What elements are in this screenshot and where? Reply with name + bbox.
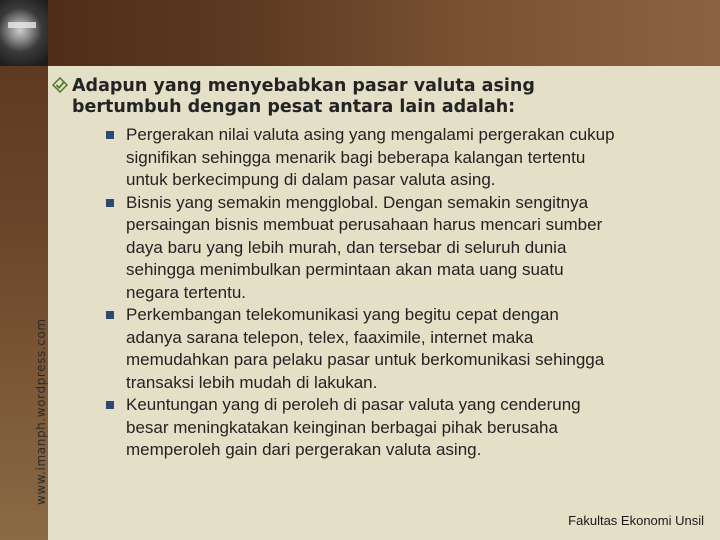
sub-item-line: transaksi lebih mudah di lakukan. bbox=[126, 372, 378, 392]
main-bullet-item bbox=[48, 76, 698, 118]
square-bullet-icon bbox=[106, 131, 114, 139]
sub-item-line: untuk berkecimpung di dalam pasar valuta asing. bbox=[126, 170, 496, 189]
footer-label: Fakultas Ekonomi Unsil bbox=[568, 513, 704, 528]
sub-bullet-item bbox=[102, 304, 698, 394]
sub-bullet-item bbox=[102, 394, 698, 462]
sub-bullet-item bbox=[102, 124, 698, 192]
sub-item-line: besar meningkatakan keinginan berbagai pihak berusaha bbox=[126, 417, 558, 437]
sub-item-line: memudahkan para pelaku pasar untuk berkomunikasi sehingga bbox=[126, 350, 605, 369]
sub-item-line: persaingan bisnis membuat perusahaan harus mencari sumber bbox=[126, 215, 603, 234]
sub-item-line: sehingga menimbulkan permintaan akan mata uang suatu bbox=[126, 260, 564, 279]
square-bullet-icon bbox=[106, 401, 114, 409]
diamond-check-bullet-icon bbox=[52, 77, 68, 93]
sub-bullet-item bbox=[102, 192, 698, 305]
header-band bbox=[0, 0, 720, 66]
square-bullet-icon bbox=[106, 311, 114, 319]
sub-item-line: Pergerakan nilai valuta asing yang mengalami pergerakan cukup bbox=[126, 125, 615, 144]
sub-item-line: signifikan sehingga menarik bagi beberapa kalangan tertentu bbox=[126, 147, 586, 167]
corner-photo-image bbox=[0, 0, 48, 66]
sub-item-line: memperoleh gain dari pergerakan valuta asing. bbox=[126, 440, 482, 459]
side-watermark-text: www.imanph.wordpress.com bbox=[34, 318, 48, 505]
sub-item-line: Bisnis yang semakin mengglobal. Dengan semakin sengitnya bbox=[126, 192, 589, 212]
sub-bullet-list bbox=[48, 124, 698, 462]
sub-item-line: negara tertentu. bbox=[126, 282, 247, 302]
main-heading-line-2: bertumbuh dengan pesat antara lain adalah: bbox=[72, 97, 516, 117]
sub-item-line: Perkembangan telekomunikasi yang begitu cepat dengan bbox=[126, 305, 559, 324]
slide-content bbox=[48, 76, 698, 462]
square-bullet-icon bbox=[106, 199, 114, 207]
sub-item-line: adanya sarana telepon, telex, faaximile, internet maka bbox=[126, 327, 534, 347]
sub-item-line: Keuntungan yang di peroleh di pasar valuta yang cenderung bbox=[126, 395, 581, 414]
sub-item-line: daya baru yang lebih murah, dan tersebar di seluruh dunia bbox=[126, 237, 567, 257]
main-heading-line-1: Adapun yang menyebabkan pasar valuta asing bbox=[72, 76, 535, 96]
corner-photo-highlight bbox=[8, 22, 36, 28]
